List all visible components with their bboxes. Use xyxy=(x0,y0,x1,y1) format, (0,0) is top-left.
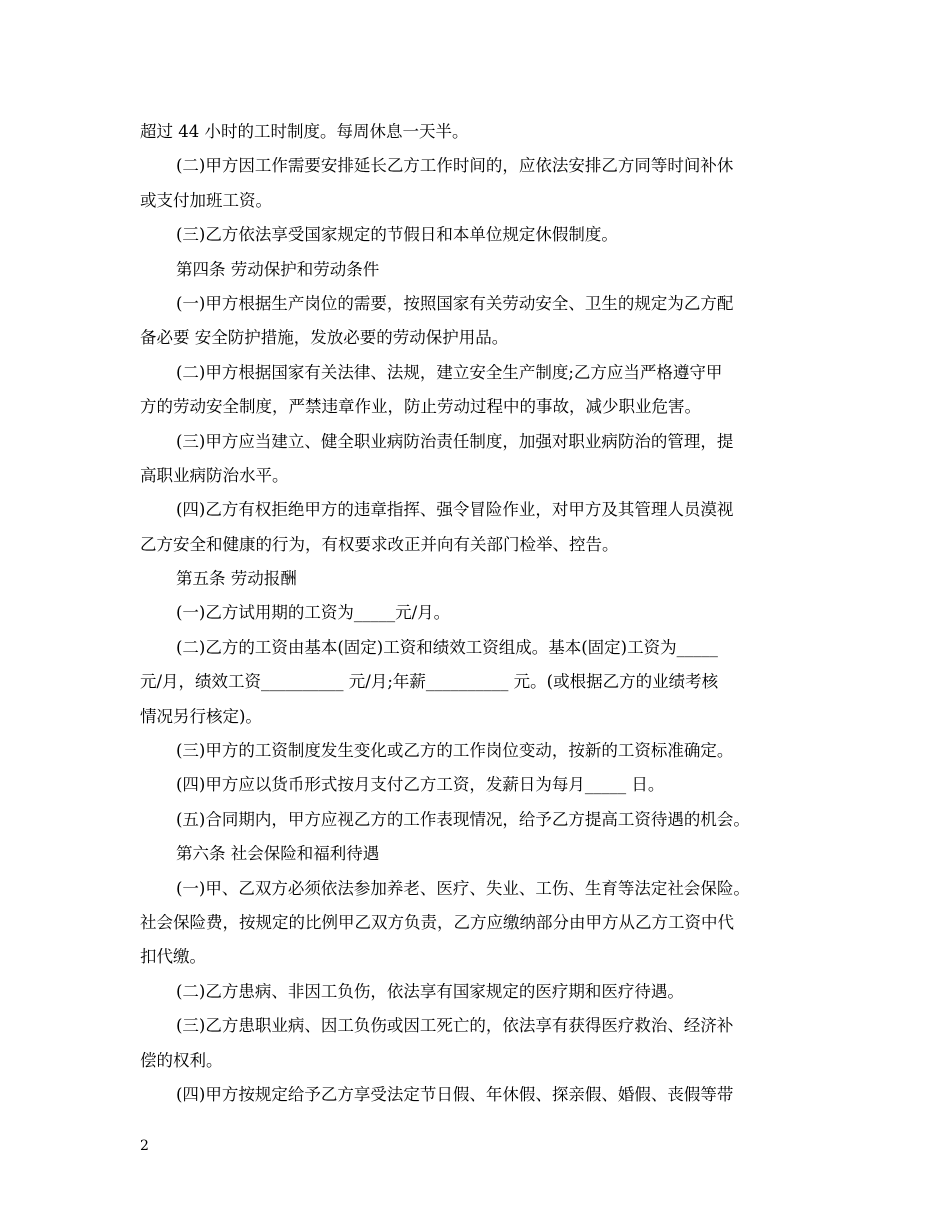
text-line: (五)合同期内，甲方应视乙方的工作表现情况，给予乙方提高工资待遇的机会。 xyxy=(176,809,750,829)
text-line: 社会保险费，按规定的比例甲乙双方负责，乙方应缴纳部分由甲方从乙方工资中代 xyxy=(140,912,734,932)
text-line: (一)乙方试用期的工资为_____元/月。 xyxy=(176,603,451,623)
text-line: 备必要 安全防护措施，发放必要的劳动保护用品。 xyxy=(140,328,509,348)
text-line: (二)乙方患病、非因工负伤，依法享有国家规定的医疗期和医疗待遇。 xyxy=(176,981,684,1001)
text-line: (三)甲方应当建立、健全职业病防治责任制度，加强对职业病防治的管理，提 xyxy=(176,431,734,451)
text-line: 第六条 社会保险和福利待遇 xyxy=(176,844,380,864)
text-line: 第五条 劳动报酬 xyxy=(176,569,297,589)
text-line: (四)甲方按规定给予乙方享受法定节日假、年休假、探亲假、婚假、丧假等带 xyxy=(176,1084,734,1104)
text-line: (三)乙方依法享受国家规定的节假日和本单位规定休假制度。 xyxy=(176,225,618,245)
document-body xyxy=(140,115,820,1112)
text-line: 乙方安全和健康的行为，有权要求改正并向有关部门检举、控告。 xyxy=(140,534,619,554)
text-line: 情况另行核定)。 xyxy=(140,706,262,726)
text-line: (一)甲、乙双方必须依法参加养老、医疗、失业、工伤、生育等法定社会保险。 xyxy=(176,878,750,898)
text-line: (二)甲方因工作需要安排延长乙方工作时间的，应依法安排乙方同等时间补休 xyxy=(176,156,734,176)
text-line: (四)乙方有权拒绝甲方的违章指挥、强令冒险作业，对甲方及其管理人员漠视 xyxy=(176,500,734,520)
text-line: (一)甲方根据生产岗位的需要，按照国家有关劳动安全、卫生的规定为乙方配 xyxy=(176,293,734,313)
text-line: (二)甲方根据国家有关法律、法规，建立安全生产制度;乙方应当严格遵守甲 xyxy=(176,362,723,382)
text-line: 或支付加班工资。 xyxy=(140,190,272,210)
text-line: 高职业病防治水平。 xyxy=(140,465,289,485)
text-line: 扣代缴。 xyxy=(140,947,206,967)
text-line: 偿的权利。 xyxy=(140,1050,223,1070)
text-line: (三)甲方的工资制度发生变化或乙方的工作岗位变动，按新的工资标准确定。 xyxy=(176,741,734,761)
text-line: 元/月，绩效工资__________ 元/月;年薪__________ 元。(或根据乙方的业绩考核 xyxy=(140,672,719,692)
text-line: 方的劳动安全制度，严禁违章作业，防止劳动过程中的事故，减少职业危害。 xyxy=(140,397,701,417)
text-line: (四)甲方应以货币形式按月支付乙方工资，发薪日为每月_____ 日。 xyxy=(176,775,665,795)
text-line: (三)乙方患职业病、因工负伤或因工死亡的，依法享有获得医疗救治、经济补 xyxy=(176,1016,734,1036)
text-line: (二)乙方的工资由基本(固定)工资和绩效工资组成。基本(固定)工资为_____ xyxy=(176,637,718,657)
text-line: 第四条 劳动保护和劳动条件 xyxy=(176,259,380,279)
text-line: 超过 44 小时的工时制度。每周休息一天半。 xyxy=(140,122,469,141)
page-number: 2 xyxy=(140,1138,149,1154)
